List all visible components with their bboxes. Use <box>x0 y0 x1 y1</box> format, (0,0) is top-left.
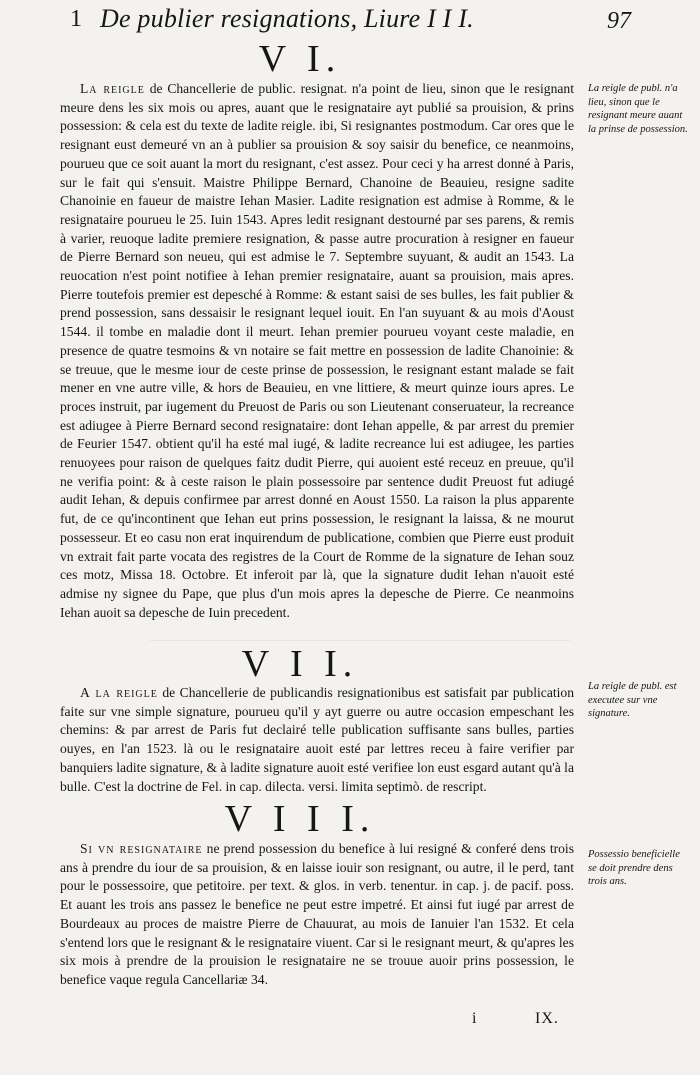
section-text: ne prend possession du benefice à lui resigné & conferé dens trois ans à prendre du iour de sa prouision, & en laisse iouir son resignant, ou autre, il le perd, tant pour le possessoire, que petitoire. per text. & glos. in verb. tenentur. in cap. j. de pacif. poss. Et auant les trois ans passez le benefice ne peut estre impetré. Et ainsi fut iugé par arrest de Bourdeaux au proces de maistre Pierre de Chauurat, au mois de Ianuier l'an 1532. Et cela s'entend lors que le resignant & le resignataire viuent. Car si le resignant meurt, & qu'apres les six mois à prendre de la prouision le resignataire ne se trouue auoir prins possession, le benefice vaque regula Cancellariæ 34. <box>60 841 574 987</box>
running-title: De publier resignations, Liure I I I. <box>100 4 474 33</box>
section-body-viii <box>60 840 574 990</box>
margin-note-vii: La reigle de publ. est executee sur vne signature. <box>588 681 677 719</box>
section-text: de Chancellerie de publicandis resignationibus est satisfait par publication faite sur vne simple signature, pourueu qu'il y ayt guerre ou autre occasion empeschant les chemins: & par arrest de Paris fut declairé telle publication suffisante sans bulles, parties ouyes, en l'an 1523. là ou le resignataire auoit esté par lettres receu à faire verifier par banquiers ladite signature, & à ladite signature auoit esté verifiee lon eust esgard autant qu'à la bulle. C'est la doctrine de Fel. in cap. dilecta. versi. limita septimò. de rescript. <box>60 685 574 794</box>
bleed-through-line <box>150 640 570 641</box>
margin-note-viii: Possessio beneficielle se doit prendre dens trois ans. <box>588 849 680 887</box>
section-body-vi <box>60 80 574 622</box>
page-footer <box>0 1010 700 1040</box>
page-number: 97 <box>607 8 631 34</box>
section-lead: A la reigle <box>80 685 158 700</box>
section-body-vii <box>60 684 574 796</box>
margin-note-vi: La reigle de publ. n'a lieu, sinon que le resignant meure auant la prinse de possession. <box>588 83 688 135</box>
catchword: IX. <box>535 1010 559 1027</box>
section-numeral-vii: V I I. <box>241 643 359 685</box>
section-lead: Si vn resignataire <box>80 841 203 856</box>
section-numeral-vi: V I. <box>258 38 342 80</box>
section-lead: La reigle <box>80 81 145 96</box>
signature-mark: i <box>472 1010 477 1027</box>
running-header <box>0 4 700 38</box>
section-numeral-viii: V I I I. <box>224 798 376 840</box>
section-text: de Chancellerie de public. resignat. n'a point de lieu, sinon que le resignant meure dens les six mois ou apres, auant que le resignataire ayt publié sa prouision, & prins possession: & cela est du texte de ladite reigle. ibi, Si resignantes postmodum. Car ores que le resignant eust demeuré vn an à publier sa prouision & soy saisir du benefice, ce neanmoins, pourueu que ce soit auant la mort du resignant, c'est assez. Pour ceci y ha arrest donné à Paris, sur le fait qui s'ensuit. Maistre Philippe Bernard, Chanoine de Beauieu, resigne sadite Chanoinie en faueur de maistre Iehan Masier. Ladite resignation est admise à Romme, & le resignataire pourueu le 25. Iuin 1543. Apres ledit resignant destourné par ses parens, & remis à varier, reuoque ladite premiere resignation, & passe autre procuration à resigner en faueur de Pierre Bernard son neueu, qui est admise le 7. Septembre suyuant, & audit an 1543. La reuocation n'est point notifiee à Iehan premier resignataire, auant sa prouision, mais apres. Pierre toutefois premier est depesché à Romme: & estant saisi de ses bulles, les fait publier & prend possession, sans dessaisir le resignant lequel iouit. En l'an suyuant & au mois d'Aoust 1544. il tombe en maladie dont il meurt. Iehan premier pourueu voyant ceste maladie, en presence de quatre tesmoins & vn notaire se fait mettre en possession de ladite Chanoinie: & se treuue, que le mesme iour de ceste prinse de possession, le resignant estant malade se fait mener en vne autre ville, & hors de Beauieu, en vne littiere, & meurt quinze iours apres. Le proces instruit, par iugement du Preuost de Paris ou son Lieutenant conseruateur, la recreance est adiugee à Pierre Bernard second resignataire: dont Iehan appelle, & par arrest du premier de Feurier 1547. obtient qu'il ha esté mal iugé, & ladite recreance lui est adiugee, les parties renuoyees pour raison de quelques faitz dudit Pierre, qui auoient esté receuz en preuue, qu'il ne verifia point: & à ceste raison le plain possessoire par sentence dudit Preuost fut adiugé audit Iehan, & depuis confirmee par arrest donné en Aoust 1550. La raison la plus apparente fut, de ce qu'incontinent que Iehan eut prins possession, le resignant la laissa, & ne mourut possesseur. Et eo casu non erat inquirendum de publicatione, combien que Pierre eust produit vn extrait fait parte vocata des registres de la Court de Romme de la signature de Iehan souz ces motz, Missa 18. Octobre. Et inferoit par là, que la signature dudit Iehan n'auoit esté admise ny signee du Pape, que plus d'un mois apres la depesche de Pierre. Ce neanmoins Iehan auoit sa depesche de Iuin precedent. <box>60 81 574 620</box>
header-number: 1 <box>70 6 82 32</box>
